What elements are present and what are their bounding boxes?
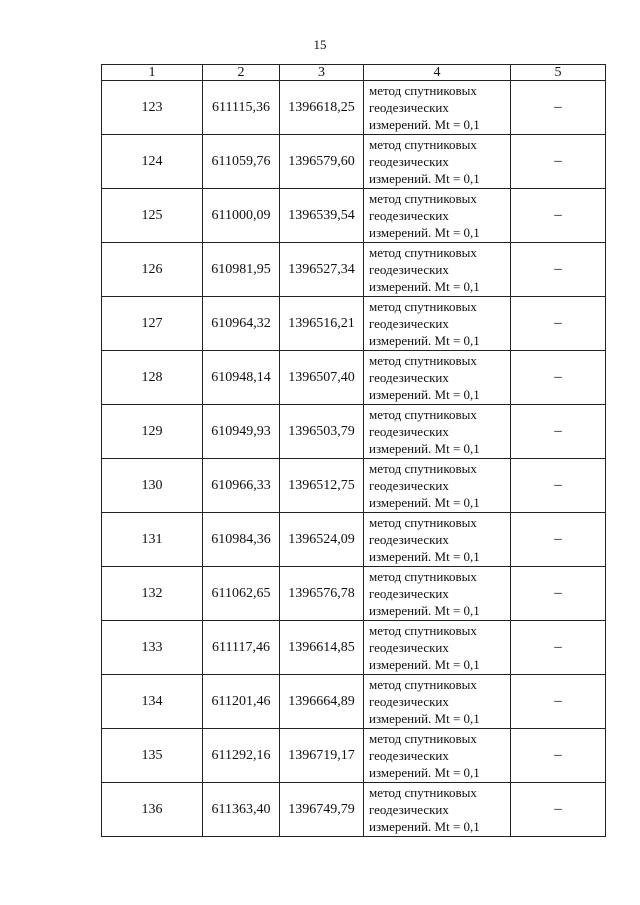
method-line: геодезических bbox=[369, 640, 449, 655]
table-row bbox=[102, 351, 606, 405]
method-line: геодезических bbox=[369, 802, 449, 817]
point-number-cell: 136 bbox=[102, 783, 203, 837]
method-line: измерений. Mt = 0,1 bbox=[369, 333, 480, 348]
table-row bbox=[102, 675, 606, 729]
method-line: метод спутниковых bbox=[369, 353, 477, 368]
point-number-cell: 125 bbox=[102, 189, 203, 243]
table-row bbox=[102, 459, 606, 513]
method-line: геодезических bbox=[369, 424, 449, 439]
y-coordinate-cell: 1396664,89 bbox=[280, 675, 364, 729]
method-cell bbox=[364, 621, 511, 675]
method-cell bbox=[364, 459, 511, 513]
x-coordinate-cell: 611059,76 bbox=[203, 135, 280, 189]
method-line: метод спутниковых bbox=[369, 785, 477, 800]
x-coordinate-cell: 611201,46 bbox=[203, 675, 280, 729]
y-coordinate-cell: 1396512,75 bbox=[280, 459, 364, 513]
table-row bbox=[102, 405, 606, 459]
page-number: 15 bbox=[313, 37, 327, 52]
method-line: измерений. Mt = 0,1 bbox=[369, 441, 480, 456]
point-number-cell: 130 bbox=[102, 459, 203, 513]
method-line: измерений. Mt = 0,1 bbox=[369, 765, 480, 780]
y-coordinate-cell: 1396579,60 bbox=[280, 135, 364, 189]
method-line: геодезических bbox=[369, 370, 449, 385]
method-cell bbox=[364, 729, 511, 783]
table-row bbox=[102, 513, 606, 567]
x-coordinate-cell: 610949,93 bbox=[203, 405, 280, 459]
y-coordinate-cell: 1396539,54 bbox=[280, 189, 364, 243]
note-cell: – bbox=[511, 675, 606, 729]
method-line: метод спутниковых bbox=[369, 569, 477, 584]
y-coordinate-cell: 1396719,17 bbox=[280, 729, 364, 783]
point-number-cell: 135 bbox=[102, 729, 203, 783]
x-coordinate-cell: 610966,33 bbox=[203, 459, 280, 513]
method-line: метод спутниковых bbox=[369, 461, 477, 476]
method-line: геодезических bbox=[369, 208, 449, 223]
table-row bbox=[102, 297, 606, 351]
y-coordinate-cell: 1396576,78 bbox=[280, 567, 364, 621]
point-number-cell: 124 bbox=[102, 135, 203, 189]
table-row bbox=[102, 81, 606, 135]
point-number-cell: 131 bbox=[102, 513, 203, 567]
method-line: геодезических bbox=[369, 478, 449, 493]
method-cell bbox=[364, 135, 511, 189]
x-coordinate-cell: 611363,40 bbox=[203, 783, 280, 837]
y-coordinate-cell: 1396503,79 bbox=[280, 405, 364, 459]
method-line: метод спутниковых bbox=[369, 731, 477, 746]
point-number-cell: 123 bbox=[102, 81, 203, 135]
method-cell bbox=[364, 243, 511, 297]
note-cell: – bbox=[511, 351, 606, 405]
note-cell: – bbox=[511, 405, 606, 459]
method-line: измерений. Mt = 0,1 bbox=[369, 711, 480, 726]
note-cell: – bbox=[511, 135, 606, 189]
method-cell bbox=[364, 783, 511, 837]
note-cell: – bbox=[511, 513, 606, 567]
method-line: измерений. Mt = 0,1 bbox=[369, 387, 480, 402]
y-coordinate-cell: 1396516,21 bbox=[280, 297, 364, 351]
note-cell: – bbox=[511, 621, 606, 675]
point-number-cell: 127 bbox=[102, 297, 203, 351]
method-line: метод спутниковых bbox=[369, 299, 477, 314]
point-number-cell: 128 bbox=[102, 351, 203, 405]
method-line: измерений. Mt = 0,1 bbox=[369, 657, 480, 672]
column-header-2: 2 bbox=[203, 65, 280, 81]
coordinates-table bbox=[101, 64, 606, 837]
point-number-cell: 134 bbox=[102, 675, 203, 729]
method-line: измерений. Mt = 0,1 bbox=[369, 495, 480, 510]
method-line: измерений. Mt = 0,1 bbox=[369, 117, 480, 132]
table-row bbox=[102, 783, 606, 837]
method-line: измерений. Mt = 0,1 bbox=[369, 171, 480, 186]
method-line: геодезических bbox=[369, 154, 449, 169]
y-coordinate-cell: 1396618,25 bbox=[280, 81, 364, 135]
method-cell bbox=[364, 675, 511, 729]
method-line: геодезических bbox=[369, 532, 449, 547]
note-cell: – bbox=[511, 459, 606, 513]
method-line: метод спутниковых bbox=[369, 245, 477, 260]
note-cell: – bbox=[511, 243, 606, 297]
x-coordinate-cell: 610948,14 bbox=[203, 351, 280, 405]
x-coordinate-cell: 611000,09 bbox=[203, 189, 280, 243]
x-coordinate-cell: 610981,95 bbox=[203, 243, 280, 297]
table-row bbox=[102, 189, 606, 243]
table-row bbox=[102, 621, 606, 675]
method-line: измерений. Mt = 0,1 bbox=[369, 279, 480, 294]
method-line: геодезических bbox=[369, 100, 449, 115]
point-number-cell: 133 bbox=[102, 621, 203, 675]
method-line: метод спутниковых bbox=[369, 83, 477, 98]
x-coordinate-cell: 611292,16 bbox=[203, 729, 280, 783]
method-line: метод спутниковых bbox=[369, 515, 477, 530]
x-coordinate-cell: 610984,36 bbox=[203, 513, 280, 567]
note-cell: – bbox=[511, 297, 606, 351]
note-cell: – bbox=[511, 567, 606, 621]
method-line: геодезических bbox=[369, 748, 449, 763]
y-coordinate-cell: 1396749,79 bbox=[280, 783, 364, 837]
point-number-cell: 126 bbox=[102, 243, 203, 297]
method-cell bbox=[364, 567, 511, 621]
point-number-cell: 132 bbox=[102, 567, 203, 621]
method-line: метод спутниковых bbox=[369, 677, 477, 692]
table-header-row bbox=[102, 65, 606, 81]
table-body bbox=[102, 81, 606, 837]
column-header-3: 3 bbox=[280, 65, 364, 81]
method-line: измерений. Mt = 0,1 bbox=[369, 603, 480, 618]
x-coordinate-cell: 611115,36 bbox=[203, 81, 280, 135]
method-line: измерений. Mt = 0,1 bbox=[369, 225, 480, 240]
method-line: геодезических bbox=[369, 262, 449, 277]
method-cell bbox=[364, 405, 511, 459]
y-coordinate-cell: 1396507,40 bbox=[280, 351, 364, 405]
y-coordinate-cell: 1396524,09 bbox=[280, 513, 364, 567]
column-header-1: 1 bbox=[102, 65, 203, 81]
note-cell: – bbox=[511, 81, 606, 135]
column-header-5: 5 bbox=[511, 65, 606, 81]
method-line: метод спутниковых bbox=[369, 623, 477, 638]
table-row bbox=[102, 135, 606, 189]
method-line: метод спутниковых bbox=[369, 137, 477, 152]
method-cell bbox=[364, 297, 511, 351]
x-coordinate-cell: 610964,32 bbox=[203, 297, 280, 351]
table-row bbox=[102, 729, 606, 783]
method-line: геодезических bbox=[369, 316, 449, 331]
note-cell: – bbox=[511, 783, 606, 837]
point-number-cell: 129 bbox=[102, 405, 203, 459]
method-line: геодезических bbox=[369, 694, 449, 709]
method-cell bbox=[364, 81, 511, 135]
method-cell bbox=[364, 351, 511, 405]
x-coordinate-cell: 611062,65 bbox=[203, 567, 280, 621]
method-cell bbox=[364, 513, 511, 567]
y-coordinate-cell: 1396614,85 bbox=[280, 621, 364, 675]
method-line: геодезических bbox=[369, 586, 449, 601]
method-line: измерений. Mt = 0,1 bbox=[369, 819, 480, 834]
method-line: метод спутниковых bbox=[369, 407, 477, 422]
column-header-4: 4 bbox=[364, 65, 511, 81]
method-cell bbox=[364, 189, 511, 243]
y-coordinate-cell: 1396527,34 bbox=[280, 243, 364, 297]
note-cell: – bbox=[511, 729, 606, 783]
table-row bbox=[102, 243, 606, 297]
note-cell: – bbox=[511, 189, 606, 243]
x-coordinate-cell: 611117,46 bbox=[203, 621, 280, 675]
method-line: метод спутниковых bbox=[369, 191, 477, 206]
table-row bbox=[102, 567, 606, 621]
method-line: измерений. Mt = 0,1 bbox=[369, 549, 480, 564]
